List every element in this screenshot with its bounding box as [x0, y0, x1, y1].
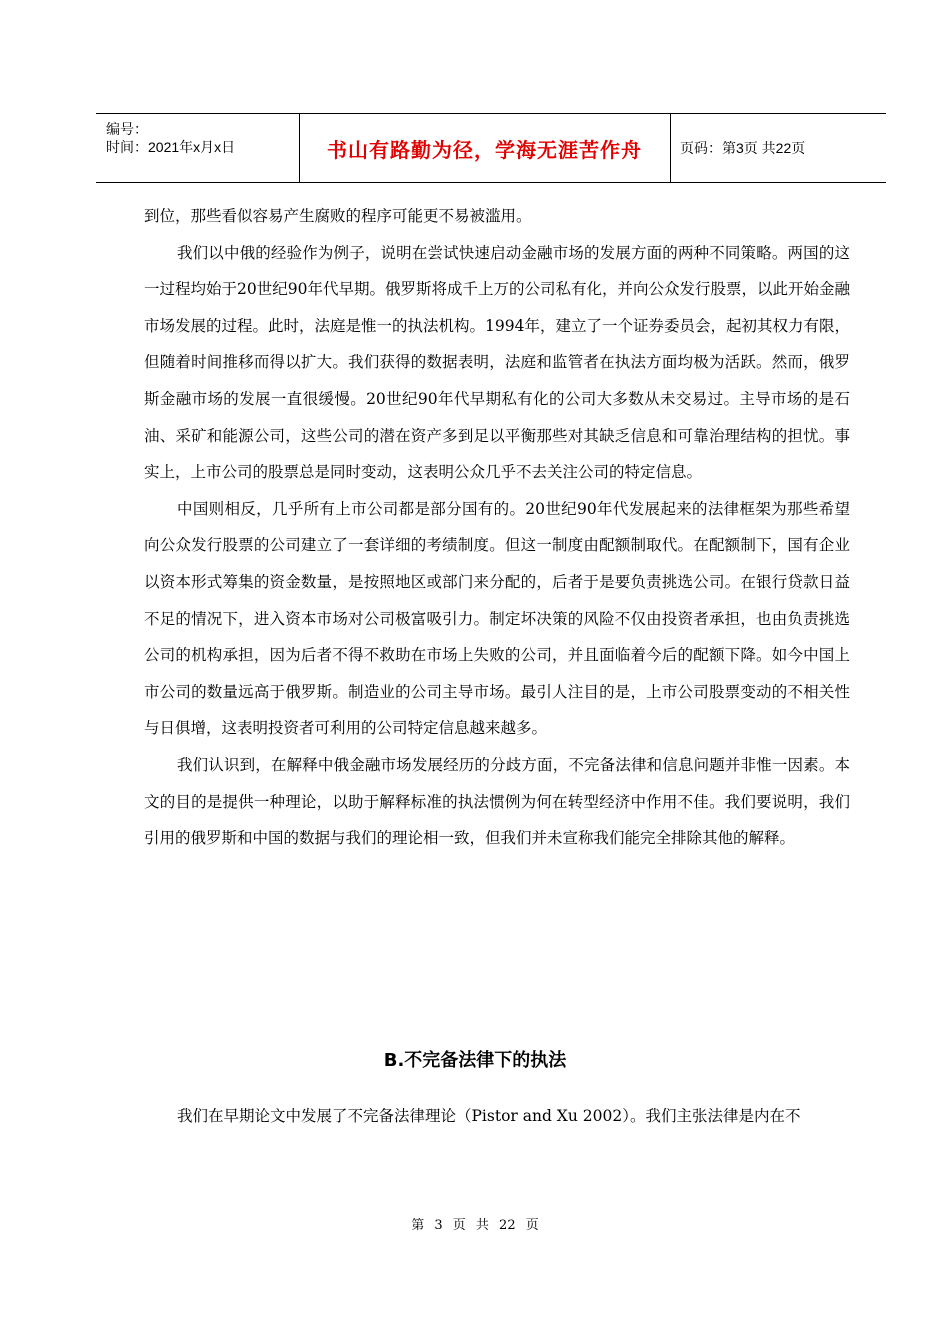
header-page-cell: [670, 114, 886, 182]
header-motto-cell: [299, 114, 671, 182]
motto: 书山有路勤为径，学海无涯苦作舟: [327, 137, 642, 162]
page-label: 页码：第3页 共22页: [680, 140, 806, 156]
time-label: 时间：2021年x月x日: [106, 139, 236, 155]
paragraph: 中国则相反，几乎所有上市公司都是部分国有的。20世纪90年代发展起来的法律框架为那些希望向公众发行股票的公司建立了一套详细的考绩制度。但这一制度由配额制取代。在配额制下，国有企业以资本形式筹集的资金数量，是按照地区或部门来分配的，后者于是要负责挑选公司。在银行贷款日益不足的情况下，进入资本市场对公司极富吸引力。制定坏决策的风险不仅由投资者承担，也由负责挑选公司的机构承担，因为后者不得不救助在市场上失败的公司，并且面临着今后的配额下降。如今中国上市公司的数量远高于俄罗斯。制造业的公司主导市场。最引人注目的是，上市公司股票变动的不相关性与日俱增，这表明投资者可利用的公司特定信息越来越多。: [144, 499, 850, 738]
section-body: [144, 1098, 850, 1135]
paragraph: 到位，那些看似容易产生腐败的程序可能更不易被滥用。: [144, 207, 532, 225]
page-header: [96, 113, 886, 183]
section-heading: B.不完备法律下的执法: [383, 1050, 567, 1071]
body-text: [144, 198, 850, 857]
number-label: 编号：: [106, 121, 148, 137]
page-footer: 第 3 页 共 22 页: [411, 1218, 539, 1233]
header-meta: [96, 114, 300, 182]
paragraph: 我们认识到，在解释中俄金融市场发展经历的分歧方面，不完备法律和信息问题并非惟一因素。本文的目的是提供一种理论，以助于解释标准的执法惯例为何在转型经济中作用不佳。我们要说明，我们引用的俄罗斯和中国的数据与我们的理论相一致，但我们并未宣称我们能完全排除其他的解释。: [144, 755, 850, 848]
paragraph: 我们在早期论文中发展了不完备法律理论（Pistor and Xu 2002）。我们主张法律是内在不: [177, 1107, 801, 1125]
paragraph: 我们以中俄的经验作为例子，说明在尝试快速启动金融市场的发展方面的两种不同策略。两国的这一过程均始于20世纪90年代早期。俄罗斯将成千上万的公司私有化，并向公众发行股票，以此开始金融市场发展的过程。此时，法庭是惟一的执法机构。1994年，建立了一个证券委员会，起初其权力有限，但随着时间推移而得以扩大。我们获得的数据表明，法庭和监管者在执法方面均极为活跃。然而，俄罗斯金融市场的发展一直很缓慢。20世纪90年代早期私有化的公司大多数从未交易过。主导市场的是石油、采矿和能源公司，这些公司的潜在资产多到足以平衡那些对其缺乏信息和可靠治理结构的担忧。事实上，上市公司的股票总是同时变动，这表明公众几乎不去关注公司的特定信息。: [144, 243, 850, 482]
